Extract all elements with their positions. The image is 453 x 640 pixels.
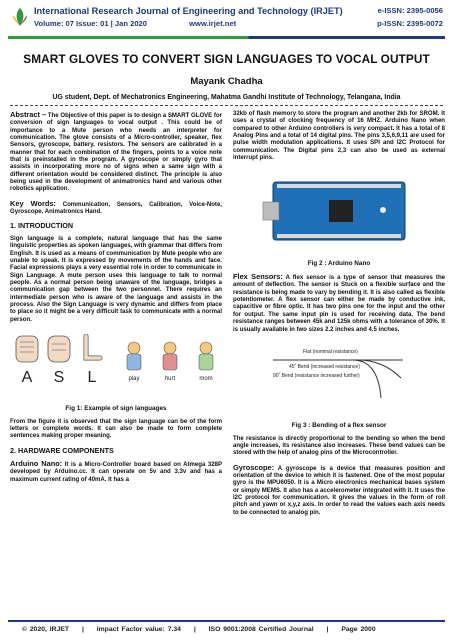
- flex-text: A flex sensor is a type of sensor that measures the amount of deflection. The sensor is Stuck on a flexible surface and the resistance is being made to vary by bending it. It is also called as flexible potentiometer. A flex sensor can either be made by conductive ink, capacitive or fibre optic. It has two pins one for the input and the other for output. The same input pin is used for receiving data. The bend resistance ranges between 45k and 125k ohms with a tolerance of 30%. It is usually available in two sizes 2.2 inches and 4.5 inches.: [233, 275, 445, 333]
- hand-sign-a-icon: [16, 336, 38, 362]
- author-affiliation: UG student, Dept. of Mechatronics Engineering, Mahatma Gandhi Institute of Technology, Telangana, India: [52, 94, 401, 101]
- keywords-label: Key Words:: [10, 198, 56, 208]
- flex-label-90: 90˚ Bend (resistance increased further): [273, 372, 360, 379]
- keywords: [10, 200, 222, 217]
- hand-sign-s-icon: [48, 336, 70, 362]
- journal-meta: [34, 19, 236, 28]
- arduino-paragraph: [10, 460, 222, 484]
- abstract-text: The Objective of this paper is to design a SMART GLOVE for conversion of sign languages to vocal output . This could be of importance to a Mute person who needs an interpreter for communication. The glove consists of a Micro-controller, speaker, flex Sensors, gyroscope, battery, resistors. The sensors are calibrated in a manner that for each combination of the fingers, points to a voice note that is preinstalled in the program. A gyroscope or simply gyro that assists in incorporating more no of signs when a same sign with a different orientation would be considered distinct. The principle is also being used in the development of animatronics hand and various other robotics application.: [10, 113, 222, 193]
- arduino-nano-board-icon: [263, 182, 405, 240]
- footer-sep-1: |: [81, 626, 84, 633]
- journal-name: International Research Journal of Engineering and Technology (IRJET): [34, 6, 343, 16]
- journal-header: [0, 0, 453, 46]
- pissn: p-ISSN: 2395-0072: [377, 19, 443, 28]
- abstract: [10, 111, 222, 194]
- sign-letter-s: S: [53, 368, 65, 386]
- footer-iso: ISO 9001:2008 Certified Journal: [208, 626, 314, 633]
- header-divider: [8, 36, 445, 39]
- fig3-caption: Fig 3 : Bending of a flex sensor: [291, 422, 387, 430]
- sign-letter-l: L: [87, 368, 97, 386]
- person-sign-mom-icon: [199, 342, 213, 370]
- fig1-paragraph: From the figure it is observed that the sign language can be of the form letters or complete words. It can also be made to form complete sentences making proper meaning.: [10, 418, 222, 440]
- arduino-text: It is a Micro-Controller board based on Atmega 328P developed by Arduino.cc. It can operate on 5v and 3.3v and has a maximum current rating of 40mA. It has a: [10, 462, 222, 483]
- eissn: e-ISSN: 2395-0056: [377, 6, 443, 15]
- right-column: [233, 111, 445, 523]
- footer-impact: Impact Factor value: 7.34: [96, 626, 181, 633]
- flex-label: Flex Sensors:: [233, 272, 283, 282]
- fig1-caption: Fig 1: Example of sign languages: [65, 405, 167, 413]
- figure-flex-sensor-bending: [233, 340, 445, 415]
- paper-title: SMART GLOVES TO CONVERT SIGN LANGUAGES TO VOCAL OUTPUT: [23, 52, 430, 66]
- sign-word-play: play: [128, 375, 140, 382]
- sign-letter-a: A: [21, 368, 33, 386]
- keywords-text: Communication, Sensors, Calibration, Voice-Note, Gyroscope, Animatronics Hand.: [10, 201, 222, 216]
- flex-label-flat: Flat (nominal resistance): [303, 348, 358, 355]
- arduino-continued: 32kb of flash memory to store the program and another 2kb for SROM. It uses a crystal of clocking frequency of 16 MHZ. Arduino Nano when compared to other Arduino controllers is very compact. It has a total of 8 Analog Pins and a total of 14 digital pins. The pins 3,5,6,9,11 are used for pulse width modulation applications. It uses SPI and I2C Protocol for communication. The Digital pins 2,3 can also be used as external interrupt pins.: [233, 111, 445, 162]
- footer-divider: [8, 620, 445, 622]
- paper-author: Mayank Chadha: [190, 76, 263, 87]
- figure-arduino-nano: [233, 168, 445, 252]
- irjet-logo-icon: [9, 6, 31, 28]
- flex-paragraph: [233, 273, 445, 334]
- intro-heading: 1. INTRODUCTION: [10, 221, 74, 231]
- fig2-caption: Fig 2 : Arduino Nano: [307, 259, 371, 267]
- gyro-label: Gyroscope:: [233, 462, 275, 472]
- sign-word-hurt: hurt: [164, 375, 176, 382]
- gyro-text: A gyroscope is a device that measures position and orientation of the device to which it is fastened. One of the most popular gyro is the MPU6050. It is a Micro electronics mechanical bases system or simply MEMS. It also has a accelerometer integrated with it. It uses the I2C protocol for communication. It gives the values in the form of roll pitch and yawn or x,y,z axis. In order to read the values each axis needs to be connected to analog pin.: [233, 465, 445, 516]
- arduino-label: Arduino Nano:: [10, 459, 63, 468]
- intro-paragraph: Sign language is a complete, natural language that has the same linguistic properties as spoken languages, with grammar that differs from English. It is used as a means of communication by Mute people who are unable to speak. It is expressed by movements of the hands and face. Facial expressions plays a very essential role in order to communicate in Sign Language. A mute person uses this language to talk to normal people. As a normal person being unaware of the language, bridges a communication gap between the two personnel. There requires an intermediate person who is aware of the language and assists in the process. Also the Sign Language is very dynamic and differs from place to place so it might be a very difficult task to communicate with a normal person.: [10, 235, 222, 323]
- sign-word-mom: mom: [199, 375, 213, 382]
- figure-sign-language-examples: [10, 334, 222, 392]
- hand-sign-l-icon: [86, 336, 100, 358]
- gyro-paragraph: [233, 464, 445, 517]
- hardware-heading: 2. HARDWARE COMPONENTS: [10, 445, 114, 455]
- journal-website[interactable]: www.irjet.net: [189, 19, 237, 28]
- title-divider: [10, 105, 443, 106]
- person-sign-hurt-icon: [163, 342, 177, 370]
- person-sign-play-icon: [127, 342, 141, 370]
- footer-sep-3: |: [326, 626, 329, 633]
- resistance-paragraph: The resistance is directly proportional to the bending so when the bend angle increases, its resistance also increases. These bend values can be stored with the help of analog pins of the Microcontroller.: [233, 435, 445, 457]
- footer-text: [22, 626, 386, 633]
- footer-page: Page 2000: [341, 626, 376, 633]
- left-column: [10, 111, 222, 490]
- volume-issue: Volume: 07 Issue: 01 | Jan 2020: [34, 19, 147, 28]
- footer-copyright: © 2020, IRJET: [22, 626, 70, 633]
- journal-footer: [0, 620, 453, 640]
- footer-sep-2: |: [193, 626, 196, 633]
- abstract-label: Abstract –: [10, 110, 47, 119]
- flex-label-45: 45˚ Bend (increased resistance): [289, 363, 360, 370]
